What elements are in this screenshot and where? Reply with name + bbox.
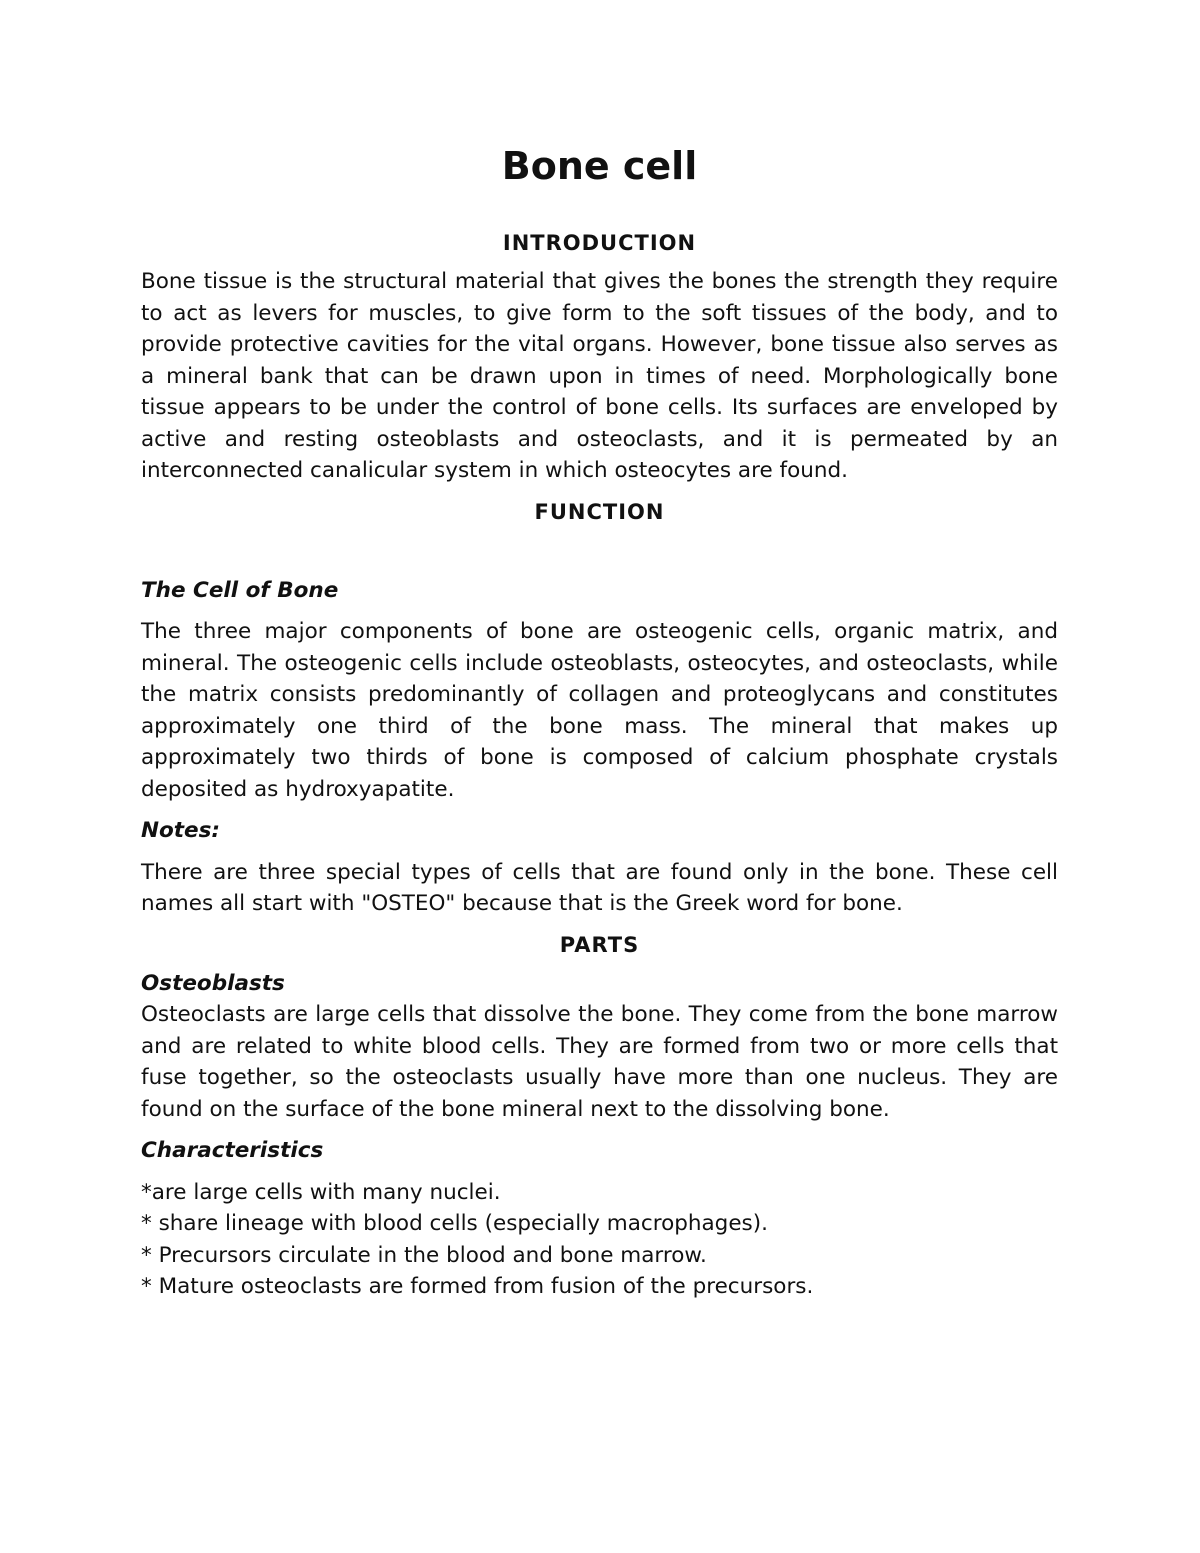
introduction-heading: INTRODUCTION: [502, 231, 697, 255]
notes-paragraph: There are three special types of cells that are found only in the bone. These cell names all start with "OSTEO" because that is the Greek word for bone.: [141, 859, 1058, 916]
introduction-section: [141, 228, 1058, 487]
list-item: * Precursors circulate in the blood and bone marrow.: [141, 1242, 707, 1268]
characteristics-list: [141, 1177, 1058, 1303]
document-title: Bone cell: [501, 144, 698, 188]
characteristics-label: Characteristics: [141, 1138, 324, 1163]
osteoblasts-subheading: Osteoblasts: [141, 970, 285, 996]
notes-label: Notes:: [141, 818, 221, 843]
spacer: [141, 535, 1058, 575]
function-heading: FUNCTION: [534, 499, 665, 524]
cell-of-bone-subheading: The Cell of Bone: [141, 577, 339, 603]
list-item: *are large cells with many nuclei.: [141, 1179, 501, 1205]
function-section: [141, 497, 1058, 920]
function-paragraph: The three major components of bone are osteogenic cells, organic matrix, and mineral. The osteogenic cells include osteoblasts, osteocytes, and osteoclasts, while the matrix consists predominantly of collagen and proteoglycans and constitutes approximately one third of the bone mass. The mineral that makes up approximately two thirds of bone is composed of calcium phosphate crystals deposited as hydroxyapatite.: [141, 619, 1058, 802]
introduction-paragraph: Bone tissue is the structural material that gives the bones the strength they require to act as levers for muscles, to give form to the soft tissues of the body, and to provide protective cavities for the vital organs. However, bone tissue also serves as a mineral bank that can be drawn upon in times of need. Morphologically bone tissue appears to be under the control of bone cells. Its surfaces are enveloped by active and resting osteoblasts and osteoclasts, and it is permeated by an interconnected canalicular system in which osteocytes are found.: [141, 269, 1058, 483]
document-page: [141, 138, 1058, 1303]
parts-heading: PARTS: [559, 932, 640, 957]
list-item: * Mature osteoclasts are formed from fusion of the precursors.: [141, 1274, 814, 1299]
parts-paragraph: Osteoclasts are large cells that dissolve the bone. They come from the bone marrow and are related to white blood cells. They are formed from two or more cells that fuse together, so the osteoclasts usually have more than one nucleus. They are found on the surface of the bone mineral next to the dissolving bone.: [141, 1002, 1058, 1122]
list-item: * share lineage with blood cells (especially macrophages).: [141, 1211, 768, 1236]
parts-section: [141, 930, 1058, 1303]
